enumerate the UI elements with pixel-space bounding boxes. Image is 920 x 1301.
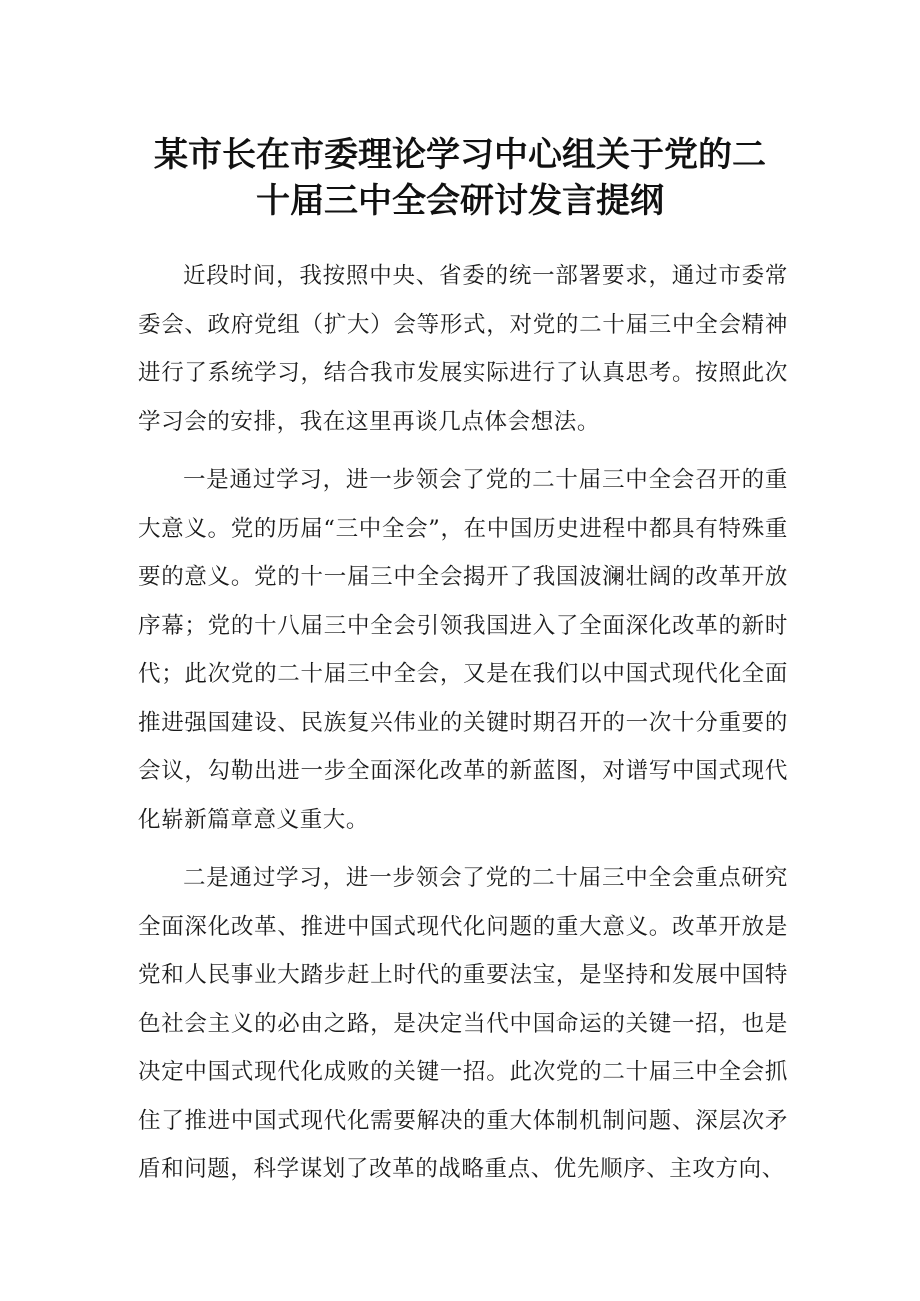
paragraph-point-two: 二是通过学习，进一步领会了党的二十届三中全会重点研究全面深化改革、推进中国式现代化问题的重大意义。改革开放是党和人民事业大踏步赶上时代的重要法宝，是坚持和发展中国特色社会主义的必由之路，是决定当代中国命运的关键一招，也是决定中国式现代化成败的关键一招。此次党的二十届三中全会抓住了推进中国式现代化需要解决的重大体制机制问题、深层次矛盾和问题，科学谋划了改革的战略重点、优先顺序、主攻方向、 [138,865,788,1182]
paragraph-point-one: 一是通过学习，进一步领会了党的二十届三中全会召开的重大意义。党的历届“三中全会”，在中国历史进程中都具有特殊重要的意义。党的十一届三中全会揭开了我国波澜壮阔的改革开放序幕；党的十八届三中全会引领我国进入了全面深化改革的新时代；此次党的二十届三中全会，又是在我们以中国式现代化全面推进强国建设、民族复兴伟业的关键时期召开的一次十分重要的会议，勾勒出进一步全面深化改革的新蓝图，对谱写中国式现代化崭新篇章意义重大。 [138,467,788,833]
document-title-line-1: 某市长在市委理论学习中心组关于党的二 [154,135,766,175]
paragraph-intro: 近段时间，我按照中央、省委的统一部署要求，通过市委常委会、政府党组（扩大）会等形式，对党的二十届三中全会精神进行了系统学习，结合我市发展实际进行了认真思考。按照此次学习会的安排，我在这里再谈几点体会想法。 [138,263,788,435]
document-title-line-2: 十届三中全会研讨发言提纲 [256,181,664,221]
document-body [138,252,788,1204]
